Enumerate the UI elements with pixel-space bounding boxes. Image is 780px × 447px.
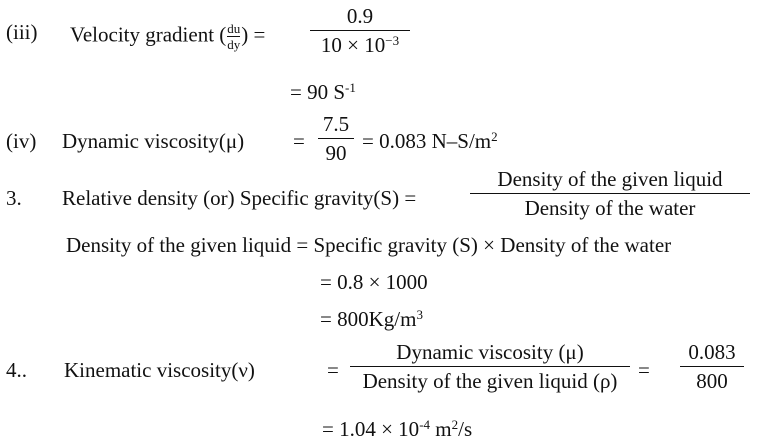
section-4-label: 4.. <box>6 358 27 382</box>
result-base: = 1.04 × 10 <box>322 417 420 441</box>
result-exponent: -4 <box>419 416 431 432</box>
du-text: du <box>227 21 241 36</box>
dynamic-viscosity-equals: = <box>293 129 305 153</box>
fraction-numerator: 0.9 <box>346 4 374 28</box>
unit-tail: /s <box>458 417 473 441</box>
result-base: = 800Kg/m <box>320 307 417 331</box>
fraction-bar <box>318 138 354 139</box>
relative-density-fraction <box>470 169 750 219</box>
fraction-denominator: 800 <box>696 369 728 393</box>
fraction-denominator: Density of the water <box>524 196 696 220</box>
density-liquid-equation: Density of the given liquid = Specific gravity (S) × Density of the water <box>66 233 672 257</box>
result-unit: m <box>430 417 452 441</box>
result-base: = 90 S <box>290 80 346 104</box>
kinematic-viscosity-label: Kinematic viscosity(ν) <box>64 358 255 382</box>
fraction-numerator: Density of the given liquid <box>497 167 723 191</box>
dynamic-viscosity-label: Dynamic viscosity(μ) <box>62 129 245 153</box>
section-3-label: 3. <box>6 186 22 210</box>
den-base: 10 × 10 <box>320 33 386 57</box>
fraction-bar <box>310 30 410 31</box>
velocity-gradient-result <box>290 79 356 104</box>
kinematic-viscosity-result <box>322 416 473 441</box>
kinematic-numeric-fraction <box>680 342 744 392</box>
paren-open: ( <box>219 22 227 47</box>
density-calculation: = 0.8 × 1000 <box>320 270 428 294</box>
result-exponent: -1 <box>345 79 356 95</box>
relative-density-label: Relative density (or) Specific gravity(S) = <box>62 186 417 210</box>
kinematic-equals-2: = <box>638 358 650 382</box>
paren-close: ) <box>241 22 249 47</box>
fraction-denominator: Density of the given liquid (ρ) <box>362 369 618 393</box>
fraction-numerator: Dynamic viscosity (μ) <box>396 340 584 364</box>
result-base: = 0.083 N–S/m <box>362 129 492 153</box>
kinematic-viscosity-fraction <box>350 342 630 392</box>
density-result <box>320 306 423 331</box>
fraction-denominator: 90 <box>325 141 347 165</box>
equals-sign: = <box>253 22 266 47</box>
kinematic-equals-1: = <box>327 358 339 382</box>
velocity-gradient-fraction <box>310 6 410 56</box>
result-exponent: 2 <box>491 128 498 144</box>
fraction-bar <box>470 193 750 194</box>
dynamic-viscosity-fraction <box>318 114 354 164</box>
du-dy-fraction <box>227 22 240 51</box>
velocity-gradient-text: Velocity gradient <box>70 22 215 47</box>
fraction-numerator: 0.083 <box>688 340 736 364</box>
velocity-gradient-label <box>70 22 265 51</box>
dynamic-viscosity-result <box>362 128 498 153</box>
section-iii-label: (iii) <box>6 20 38 44</box>
fraction-bar <box>350 366 630 367</box>
dy-text: dy <box>227 37 241 52</box>
fraction-numerator: 7.5 <box>322 112 350 136</box>
fraction-denominator <box>310 32 410 57</box>
result-exponent: 3 <box>416 306 423 322</box>
unit-exponent: 2 <box>451 416 459 432</box>
fraction-bar <box>680 366 744 367</box>
den-exponent: −3 <box>385 32 400 48</box>
section-iv-label: (iv) <box>6 129 37 153</box>
